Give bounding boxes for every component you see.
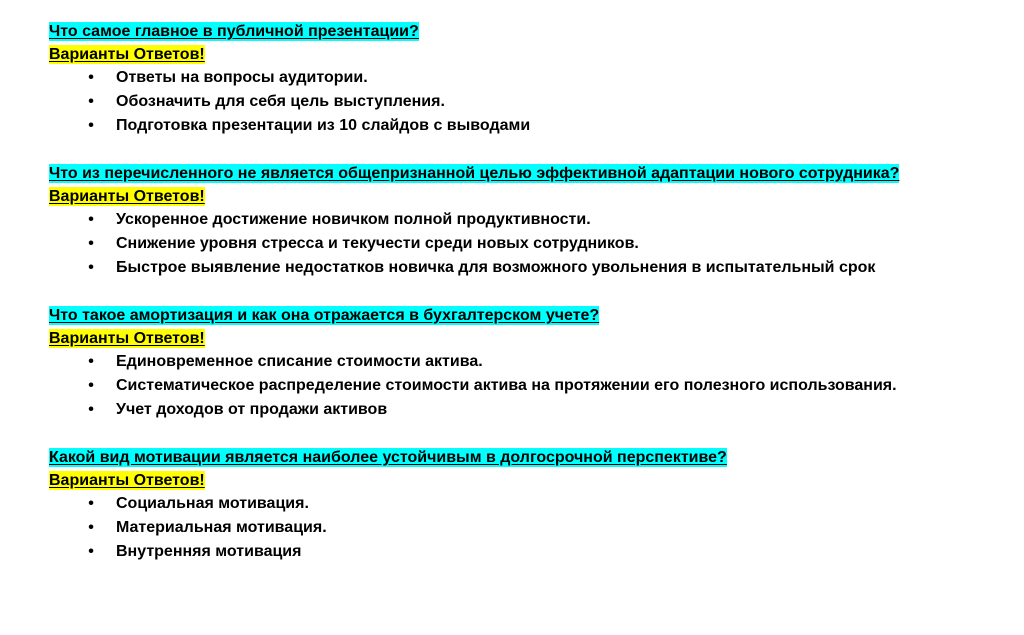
answer-option — [49, 540, 1024, 564]
answer-option — [49, 232, 1024, 256]
bullet-icon: • — [88, 259, 94, 276]
bullet-icon: • — [88, 401, 94, 418]
answer-option — [49, 66, 1024, 90]
answer-option-text: Быстрое выявление недостатков новичка для возможного увольнения в испытательный срок — [116, 259, 876, 276]
variants-label — [49, 469, 1024, 492]
question-block-2 — [49, 162, 1024, 280]
bullet-icon: • — [88, 235, 94, 252]
answer-options-list — [49, 492, 1024, 564]
answer-option-text: Учет доходов от продажи активов — [116, 401, 388, 418]
answer-option — [49, 208, 1024, 232]
bullet-icon: • — [88, 543, 94, 560]
answer-option — [49, 256, 1024, 280]
question-text — [49, 446, 1024, 469]
answer-option-text: Материальная мотивация. — [116, 519, 327, 536]
variants-label — [49, 185, 1024, 208]
question-highlight: Что самое главное в публичной презентации? — [49, 23, 419, 40]
answer-option-text: Ускоренное достижение новичком полной продуктивности. — [116, 211, 591, 228]
answer-option-text: Обозначить для себя цель выступления. — [116, 93, 445, 110]
question-text — [49, 304, 1024, 327]
answer-option-text: Единовременное списание стоимости актива. — [116, 353, 483, 370]
answer-option — [49, 516, 1024, 540]
variants-label — [49, 43, 1024, 66]
answer-option — [49, 374, 1024, 398]
question-highlight: Что такое амортизация и как она отражается в бухгалтерском учете? — [49, 307, 600, 324]
answer-option-text: Социальная мотивация. — [116, 495, 309, 512]
answer-option-text: Снижение уровня стресса и текучести среди новых сотрудников. — [116, 235, 639, 252]
answer-option — [49, 90, 1024, 114]
question-highlight: Какой вид мотивации является наиболее устойчивым в долгосрочной перспективе? — [49, 449, 727, 466]
bullet-icon: • — [88, 117, 94, 134]
question-block-4 — [49, 446, 1024, 564]
bullet-icon: • — [88, 519, 94, 536]
variants-highlight: Варианты Ответов! — [49, 472, 205, 489]
variants-highlight: Варианты Ответов! — [49, 330, 205, 347]
variants-label — [49, 327, 1024, 350]
bullet-icon: • — [88, 353, 94, 370]
question-highlight: Что из перечисленного не является общепризнанной целью эффективной адаптации нового сотрудника? — [49, 165, 900, 182]
bullet-icon: • — [88, 377, 94, 394]
bullet-icon: • — [88, 495, 94, 512]
answer-option-text: Ответы на вопросы аудитории. — [116, 69, 368, 86]
answer-option — [49, 114, 1024, 138]
question-text — [49, 20, 1024, 43]
variants-highlight: Варианты Ответов! — [49, 46, 205, 63]
bullet-icon: • — [88, 69, 94, 86]
question-block-1 — [49, 20, 1024, 138]
variants-highlight: Варианты Ответов! — [49, 188, 205, 205]
bullet-icon: • — [88, 93, 94, 110]
answer-options-list — [49, 208, 1024, 280]
bullet-icon: • — [88, 211, 94, 228]
answer-options-list — [49, 66, 1024, 138]
answer-options-list — [49, 350, 1024, 422]
answer-option — [49, 398, 1024, 422]
question-text — [49, 162, 1024, 185]
answer-option — [49, 492, 1024, 516]
question-block-3 — [49, 304, 1024, 422]
answer-option-text: Внутренняя мотивация — [116, 543, 302, 560]
answer-option-text: Систематическое распределение стоимости актива на протяжении его полезного использования. — [116, 377, 897, 394]
answer-option — [49, 350, 1024, 374]
answer-option-text: Подготовка презентации из 10 слайдов с выводами — [116, 117, 531, 134]
